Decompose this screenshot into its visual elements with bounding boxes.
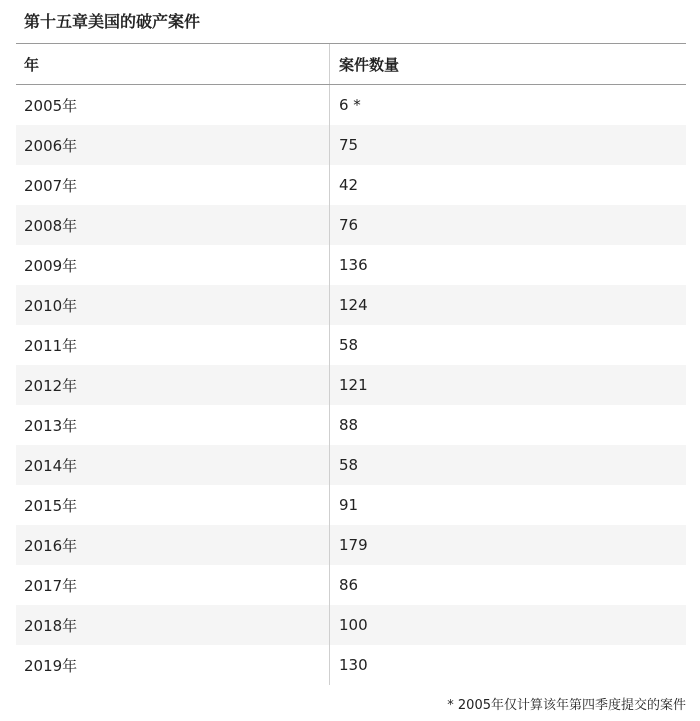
case-count-cell: 58 [339, 456, 359, 474]
case-count-cell: 100 [339, 616, 368, 634]
case-count-cell: 179 [339, 536, 368, 554]
year-cell: 2015年 [16, 485, 330, 525]
year-cell: 2017年 [16, 565, 330, 605]
table-row [16, 445, 686, 485]
case-count-cell: 88 [339, 416, 359, 434]
year-cell: 2005年 [16, 85, 330, 125]
case-count-cell: 76 [339, 216, 359, 234]
table-row [16, 605, 686, 645]
header-year: 年 [16, 44, 330, 84]
year-cell: 2018年 [16, 605, 330, 645]
case-count-cell: 91 [339, 496, 359, 514]
footnote: * 2005年仅计算该年第四季度提交的案件 [447, 698, 686, 713]
year-cell: 2008年 [16, 205, 330, 245]
table-row [16, 125, 686, 165]
case-count-cell: 124 [339, 296, 368, 314]
bankruptcy-table [16, 43, 686, 685]
table-body [16, 85, 686, 685]
year-cell: 2010年 [16, 285, 330, 325]
case-count-cell: 86 [339, 576, 359, 594]
year-cell: 2016年 [16, 525, 330, 565]
case-count-cell: 75 [339, 136, 359, 154]
case-count-cell: 42 [339, 176, 359, 194]
table-row [16, 365, 686, 405]
table-row [16, 485, 686, 525]
table-row [16, 85, 686, 125]
table-row [16, 405, 686, 445]
year-cell: 2019年 [16, 645, 330, 685]
year-cell: 2012年 [16, 365, 330, 405]
header-case-count: 案件数量 [339, 55, 400, 74]
year-cell: 2007年 [16, 165, 330, 205]
year-cell: 2013年 [16, 405, 330, 445]
table-header-row [16, 44, 686, 85]
table-row [16, 525, 686, 565]
table-title: 第十五章美国的破产案件 [24, 12, 201, 31]
table-row [16, 205, 686, 245]
case-count-cell: 130 [339, 656, 368, 674]
year-cell: 2009年 [16, 245, 330, 285]
case-count-cell: 136 [339, 256, 368, 274]
table-row [16, 245, 686, 285]
year-cell: 2006年 [16, 125, 330, 165]
year-cell: 2011年 [16, 325, 330, 365]
table-row [16, 645, 686, 685]
table-row [16, 165, 686, 205]
case-count-cell: 6 * [339, 96, 361, 114]
case-count-cell: 121 [339, 376, 368, 394]
case-count-cell: 58 [339, 336, 359, 354]
year-cell: 2014年 [16, 445, 330, 485]
table-row [16, 325, 686, 365]
table-row [16, 285, 686, 325]
table-row [16, 565, 686, 605]
